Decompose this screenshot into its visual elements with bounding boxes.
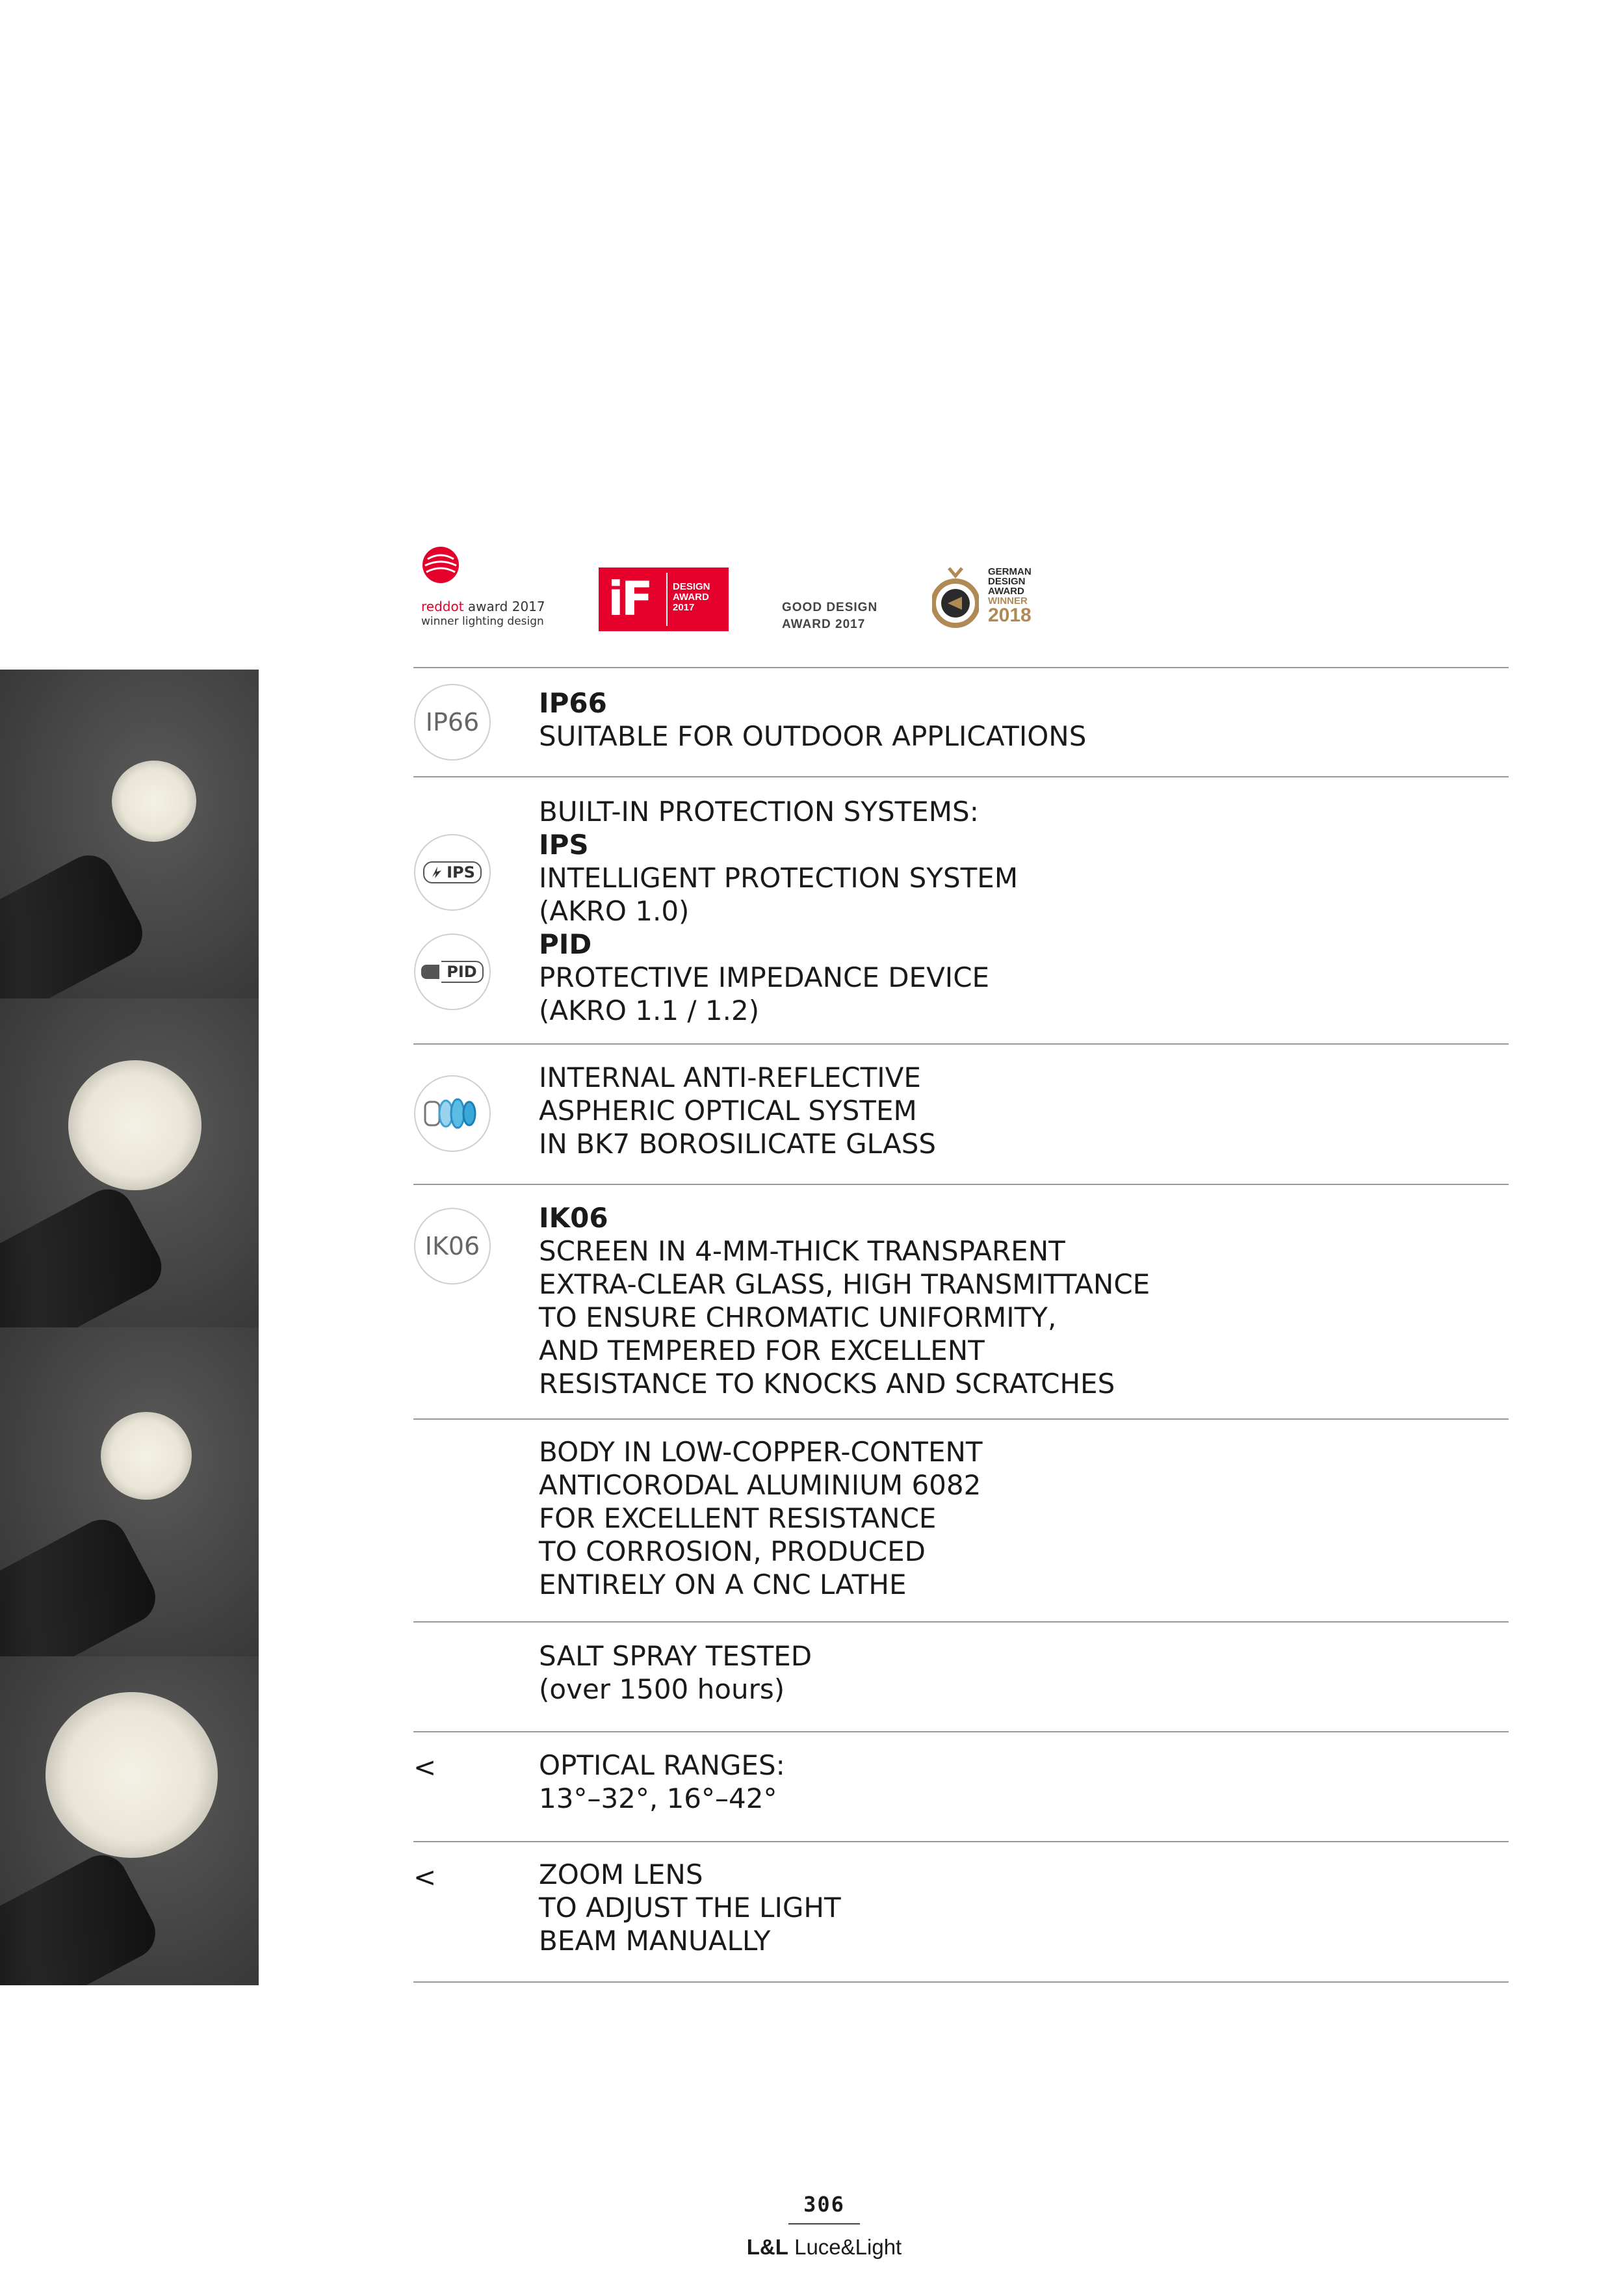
if-line2: AWARD [673, 592, 709, 603]
ips-badge-label: IPS [447, 863, 475, 881]
award-reddot [421, 545, 551, 636]
if-line3: 2017 [673, 602, 695, 613]
ranges-line2: 13°–32°, 16°–42° [539, 1782, 777, 1814]
brand-bold: L&L [746, 2235, 788, 2259]
row-ik06 [539, 1201, 1150, 1400]
divider [413, 1841, 1509, 1842]
brand-rest: Luce&Light [788, 2235, 902, 2259]
optics-line3: IN BK7 BOROSILICATE GLASS [539, 1128, 937, 1160]
ik06-line3: TO ENSURE CHROMATIC UNIFORMITY, [539, 1301, 1057, 1333]
zoom-line1: ZOOM LENS [539, 1859, 703, 1890]
body-line1: BODY IN LOW-COPPER-CONTENT [539, 1436, 983, 1468]
beam-photo-4 [0, 1656, 259, 1985]
ranges-line1: OPTICAL RANGES: [539, 1749, 785, 1781]
pid-version: (AKRO 1.1 / 1.2) [539, 995, 760, 1026]
ip66-desc: SUITABLE FOR OUTDOOR APPLICATIONS [539, 720, 1087, 752]
good-design-line2: AWARD 2017 [782, 618, 866, 631]
ip66-title: IP66 [539, 687, 607, 719]
optics-badge [414, 1075, 491, 1152]
product-photo-strip [0, 670, 259, 1985]
good-design-line1: GOOD DESIGN [782, 601, 878, 614]
optics-line2: ASPHERIC OPTICAL SYSTEM [539, 1095, 917, 1127]
german-line1: GERMAN [988, 566, 1032, 577]
ips-version: (AKRO 1.0) [539, 895, 690, 927]
pid-badge-label: PID [441, 961, 483, 983]
lens-icon [420, 1088, 485, 1140]
divider [413, 1731, 1509, 1732]
ik06-badge [414, 1208, 491, 1285]
protection-heading: BUILT-IN PROTECTION SYSTEMS: [539, 796, 979, 828]
divider [413, 1184, 1509, 1185]
zoom-angle-icon: < [413, 1861, 437, 1893]
row-optics [539, 1061, 936, 1160]
ik06-line2: EXTRA-CLEAR GLASS, HIGH TRANSMITTANCE [539, 1268, 1150, 1300]
ranges-angle-icon: < [413, 1751, 437, 1783]
german-line2: DESIGN [988, 576, 1026, 587]
row-salt-spray [539, 1639, 812, 1706]
if-line1: DESIGN [673, 581, 710, 592]
ip66-badge [414, 684, 491, 761]
award-german-design [932, 566, 1049, 637]
reddot-logo-icon [421, 545, 460, 585]
divider [413, 667, 1509, 668]
divider [413, 776, 1509, 777]
pid-title: PID [539, 928, 592, 960]
salt-line2: (over 1500 hours) [539, 1673, 785, 1705]
beam-photo-1 [0, 670, 259, 998]
ik06-line4: AND TEMPERED FOR EXCELLENT [539, 1335, 985, 1366]
body-line5: ENTIRELY ON A CNC LATHE [539, 1569, 907, 1600]
page-number: 306 [803, 2192, 845, 2217]
reddot-award-year: award 2017 [463, 599, 545, 614]
reddot-word: reddot [421, 599, 464, 614]
ips-badge [414, 834, 491, 911]
divider [413, 1621, 1509, 1623]
reddot-category: winner lighting design [421, 615, 544, 628]
ik06-title: IK06 [539, 1202, 608, 1234]
row-optical-ranges [539, 1749, 785, 1815]
row-protection [539, 795, 1018, 1027]
lightning-icon [430, 865, 444, 880]
zoom-line3: BEAM MANUALLY [539, 1925, 771, 1957]
german-year: 2018 [988, 605, 1032, 626]
salt-line1: SALT SPRAY TESTED [539, 1640, 812, 1672]
pid-desc: PROTECTIVE IMPEDANCE DEVICE [539, 961, 990, 993]
row-body [539, 1435, 983, 1601]
body-line4: TO CORROSION, PRODUCED [539, 1535, 926, 1567]
body-line2: ANTICORODAL ALUMINIUM 6082 [539, 1469, 981, 1501]
divider [413, 1043, 1509, 1045]
german-line4: WINNER [988, 595, 1028, 607]
ips-title: IPS [539, 829, 589, 861]
pid-wave-icon [421, 965, 439, 979]
ip66-badge-label: IP66 [425, 708, 480, 737]
award-good-design [782, 599, 877, 633]
divider [413, 1981, 1509, 1983]
divider [413, 1418, 1509, 1420]
footer-rule [788, 2223, 860, 2224]
german-design-medal-icon [932, 567, 979, 632]
german-line3: AWARD [988, 586, 1024, 597]
ik06-line5: RESISTANCE TO KNOCKS AND SCRATCHES [539, 1368, 1115, 1400]
row-zoom-lens [539, 1858, 841, 1957]
beam-photo-2 [0, 998, 259, 1327]
pid-badge [414, 933, 491, 1010]
zoom-line2: TO ADJUST THE LIGHT [539, 1892, 841, 1924]
ik06-badge-label: IK06 [424, 1232, 480, 1260]
award-if [599, 567, 729, 631]
body-line3: FOR EXCELLENT RESISTANCE [539, 1502, 937, 1534]
beam-photo-3 [0, 1327, 259, 1656]
if-logo: iF [608, 571, 651, 626]
row-ip66 [539, 686, 1086, 753]
optics-line1: INTERNAL ANTI-REFLECTIVE [539, 1062, 921, 1093]
brand-name [715, 2235, 933, 2260]
ik06-line1: SCREEN IN 4-MM-THICK TRANSPARENT [539, 1235, 1065, 1267]
ips-desc: INTELLIGENT PROTECTION SYSTEM [539, 862, 1019, 894]
